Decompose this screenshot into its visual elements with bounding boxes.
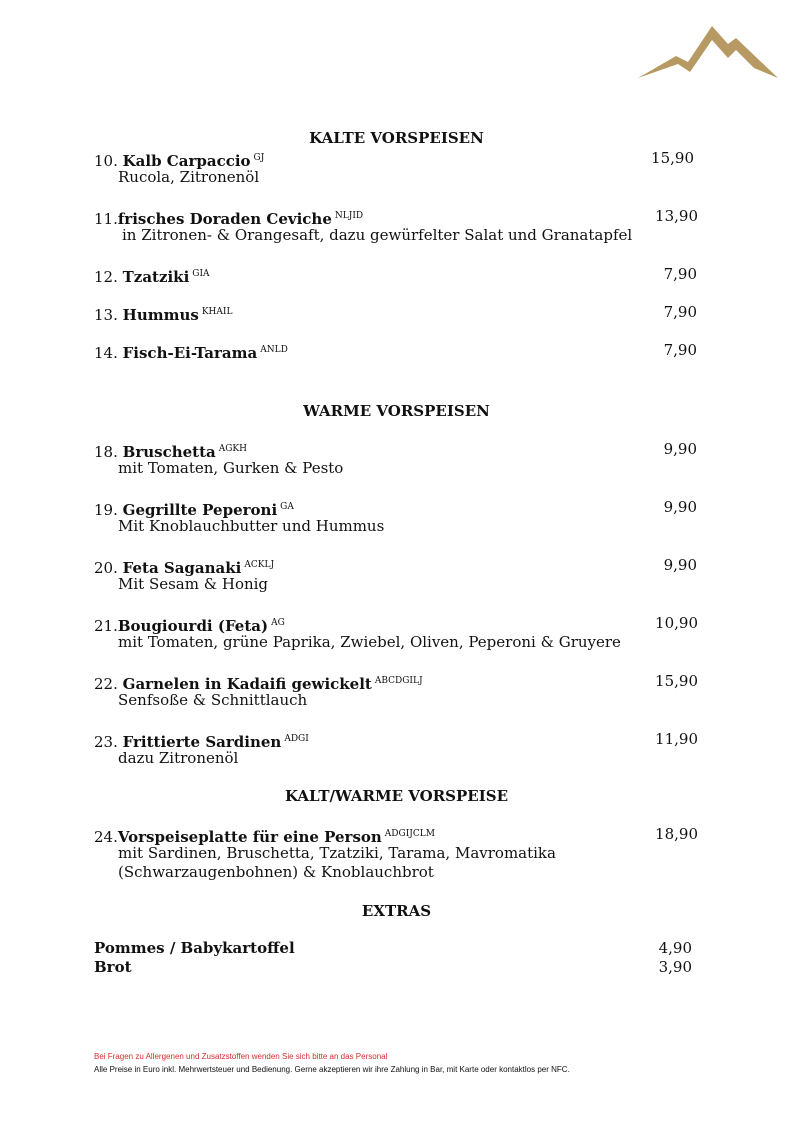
- extra-name: Brot: [94, 958, 132, 976]
- item-price: 7,90: [663, 265, 697, 283]
- item-number: 12.: [94, 268, 118, 286]
- item-price: 10,90: [655, 614, 698, 632]
- item-allergens: AGKH: [218, 444, 247, 454]
- item-allergens: ADGIJCLM: [384, 829, 435, 839]
- item-allergens: ADGI: [284, 734, 309, 744]
- item-number: 22.: [94, 675, 118, 693]
- item-allergens: ACKLJ: [244, 560, 275, 570]
- item-number: 11.: [94, 210, 118, 228]
- item-name: Frittierte Sardinen: [122, 733, 282, 751]
- item-allergens: GIA: [192, 269, 210, 279]
- item-number: 23.: [94, 733, 118, 751]
- extra-price: 4,90: [658, 939, 692, 957]
- item-number: 18.: [94, 443, 118, 461]
- item-description: in Zitronen- & Orangesaft, dazu gewürfelter Salat und Granatapfel: [122, 226, 633, 244]
- item-price: 7,90: [663, 303, 697, 321]
- item-allergens: NLJID: [334, 211, 364, 221]
- item-price: 9,90: [663, 498, 697, 516]
- item-number: 20.: [94, 559, 118, 577]
- item-description: mit Sardinen, Bruschetta, Tzatziki, Tarama, Mavromatika: [118, 844, 556, 862]
- extra-price: 3,90: [658, 958, 692, 976]
- item-name: Bougiourdi (Feta): [117, 617, 269, 635]
- item-description: dazu Zitronenöl: [118, 749, 239, 767]
- item-price: 11,90: [655, 730, 698, 748]
- item-name: Fisch-Ei-Tarama: [122, 344, 258, 362]
- extra-name: Pommes / Babykartoffel: [94, 939, 295, 957]
- item-description: Mit Knoblauchbutter und Hummus: [118, 517, 385, 535]
- item-price: 13,90: [655, 207, 698, 225]
- item-allergens: GJ: [253, 153, 265, 163]
- item-description: mit Tomaten, Gurken & Pesto: [118, 459, 344, 477]
- extra-item: [94, 939, 295, 958]
- allergen-note: Bei Fragen zu Allergenen und Zusatzstoffen wenden Sie sich bitte an das Personal: [94, 1052, 388, 1061]
- price-note: Alle Preise in Euro inkl. Mehrwertsteuer und Bedienung. Gerne akzeptieren wir ihre Zahlung in Bar, mit Karte oder kontaktlos per NFC.: [94, 1065, 570, 1074]
- item-name: Tzatziki: [122, 268, 190, 286]
- item-name: Hummus: [122, 306, 199, 324]
- item-allergens: ABCDGILJ: [374, 676, 423, 686]
- item-name: Feta Saganaki: [122, 559, 242, 577]
- extra-item: [94, 958, 132, 977]
- item-description: Rucola, Zitronenöl: [118, 168, 260, 186]
- item-description: (Schwarzaugenbohnen) & Knoblauchbrot: [118, 863, 434, 881]
- item-price: 9,90: [663, 440, 697, 458]
- item-price: 18,90: [655, 825, 698, 843]
- item-name: frisches Doraden Ceviche: [117, 210, 332, 228]
- section-heading-extras: EXTRAS: [361, 902, 432, 920]
- item-number: 13.: [94, 306, 118, 324]
- item-allergens: AG: [271, 618, 285, 628]
- item-allergens: ANLD: [260, 345, 288, 355]
- menu-item: [94, 303, 232, 325]
- item-number: 14.: [94, 344, 118, 362]
- mountain-logo-icon: [636, 22, 780, 82]
- section-heading-kalte: KALTE VORSPEISEN: [309, 129, 484, 147]
- item-name: Vorspeiseplatte für eine Person: [117, 828, 382, 846]
- menu-item: [94, 341, 288, 363]
- item-price: 7,90: [663, 341, 697, 359]
- item-name: Gegrillte Peperoni: [122, 501, 278, 519]
- section-heading-kalt-warme: KALT/WARME VORSPEISE: [284, 787, 508, 805]
- item-allergens: GA: [280, 502, 294, 512]
- item-description: Senfsoße & Schnittlauch: [118, 691, 308, 709]
- item-number: 24.: [94, 828, 118, 846]
- item-price: 9,90: [663, 556, 697, 574]
- item-price: 15,90: [655, 672, 698, 690]
- item-name: Bruschetta: [122, 443, 216, 461]
- item-allergens: KHAIL: [201, 307, 233, 317]
- item-description: Mit Sesam & Honig: [118, 575, 269, 593]
- item-name: Kalb Carpaccio: [122, 152, 251, 170]
- menu-item: [94, 265, 210, 287]
- item-number: 19.: [94, 501, 118, 519]
- item-number: 21.: [94, 617, 118, 635]
- item-name: Garnelen in Kadaifi gewickelt: [122, 675, 372, 693]
- section-heading-warme: WARME VORSPEISEN: [303, 402, 490, 420]
- item-price: 15,90: [651, 149, 694, 167]
- item-number: 10.: [94, 152, 118, 170]
- item-description: mit Tomaten, grüne Paprika, Zwiebel, Oliven, Peperoni & Gruyere: [118, 633, 621, 651]
